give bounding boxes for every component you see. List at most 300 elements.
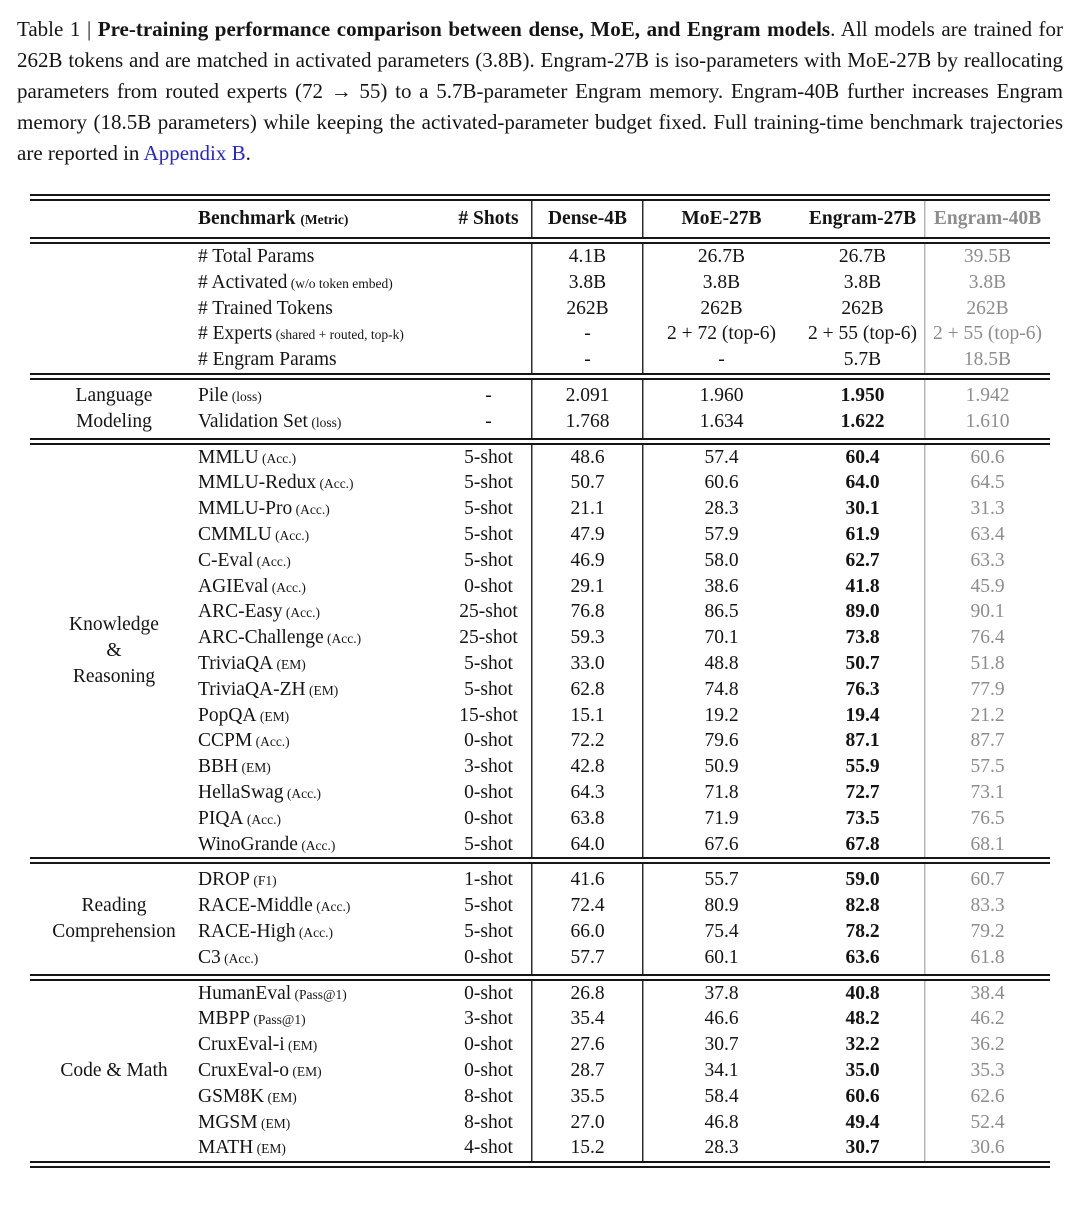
table-section-1 [30, 380, 1050, 438]
value-moe-27b: 46.6 [704, 1008, 739, 1030]
benchmark-metric: (Acc.) [253, 553, 291, 569]
shots-value: 15-shot [459, 704, 518, 726]
shots-value [445, 270, 532, 297]
benchmark-metric: (F1) [250, 873, 277, 889]
table-row [198, 677, 1050, 703]
benchmark-cell [198, 1084, 445, 1111]
shots-value [445, 321, 532, 348]
section-group-label [30, 864, 198, 973]
value-engram-27b: 59.0 [845, 869, 880, 891]
value-engram-27b: 60.6 [845, 1085, 880, 1107]
benchmark-name: ARC-Easy [198, 601, 283, 623]
value-moe-27b: 46.8 [704, 1111, 739, 1133]
header-benchmark: Benchmark (Metric) [198, 208, 349, 229]
section-group-label [30, 380, 198, 438]
value-engram-40b: 51.8 [970, 652, 1005, 674]
shots-value: - [485, 410, 492, 432]
benchmark-metric: (EM) [284, 1038, 318, 1054]
table-row [198, 522, 1050, 548]
benchmark-cell [198, 893, 445, 920]
value-engram-27b: 26.7B [838, 246, 887, 267]
shots-value: 5-shot [464, 446, 513, 468]
table-section-3 [30, 864, 1050, 973]
benchmark-name: C-Eval [198, 549, 254, 571]
value-dense-4b: 76.8 [570, 601, 605, 623]
value-engram-27b: 63.6 [845, 946, 880, 968]
benchmark-cell [198, 445, 445, 472]
value-dense-4b: 66.0 [570, 920, 605, 942]
benchmark-name: MMLU-Redux [198, 472, 317, 494]
value-dense-4b: 15.2 [570, 1137, 605, 1159]
value-dense-4b: 64.0 [570, 833, 605, 855]
benchmark-cell [198, 651, 445, 678]
benchmark-metric: (EM) [273, 656, 306, 672]
value-moe-27b: 48.8 [704, 652, 739, 674]
value-engram-27b: 78.2 [845, 920, 880, 942]
value-engram-40b: 77.9 [970, 678, 1005, 700]
benchmark-cell [198, 832, 445, 859]
benchmark-name: MBPP [198, 1008, 251, 1030]
shots-value: - [485, 384, 492, 406]
value-engram-40b: 262B [966, 297, 1009, 319]
value-engram-27b: 2 + 55 (top-6) [807, 323, 918, 345]
value-moe-27b: 26.7B [697, 246, 746, 267]
section-divider [30, 373, 1050, 380]
table-row [198, 703, 1050, 729]
shots-value: 3-shot [464, 756, 513, 778]
benchmark-name: AGIEval [198, 575, 269, 597]
value-dense-4b: 63.8 [570, 807, 605, 829]
value-engram-27b: 55.9 [845, 756, 880, 778]
benchmark-cell [198, 703, 445, 730]
benchmark-name: # Trained Tokens [198, 297, 333, 319]
benchmark-metric: (Acc.) [252, 734, 290, 750]
table-row [198, 296, 1050, 322]
table-header-row [30, 201, 1050, 237]
header-engram-40b: Engram-40B [933, 208, 1042, 229]
table-row [198, 893, 1050, 919]
benchmark-cell [198, 244, 445, 270]
benchmark-name: # Experts [198, 323, 273, 345]
shots-value: 5-shot [464, 895, 513, 917]
value-engram-40b: 61.8 [970, 946, 1005, 968]
value-engram-27b: 3.8B [843, 271, 882, 293]
value-moe-27b: 34.1 [704, 1059, 739, 1081]
benchmark-name: MATH [198, 1137, 254, 1159]
section-group-text [52, 893, 175, 945]
section-group-label [30, 981, 198, 1162]
table-row [198, 574, 1050, 600]
benchmark-cell [198, 780, 445, 807]
benchmark-metric: (Acc.) [312, 899, 351, 915]
value-engram-27b: 32.2 [845, 1034, 880, 1056]
value-dense-4b: 4.1B [568, 246, 607, 267]
value-engram-27b: 64.0 [845, 472, 880, 494]
value-moe-27b: 74.8 [704, 678, 739, 700]
table-row [198, 321, 1050, 347]
benchmark-name: # Activated [198, 271, 288, 293]
section-group-line: Comprehension [52, 920, 176, 942]
value-engram-40b: 45.9 [970, 575, 1005, 597]
value-moe-27b: 37.8 [704, 982, 739, 1004]
benchmark-metric: (EM) [257, 1115, 291, 1131]
benchmark-metric: (EM) [264, 1089, 297, 1105]
table-row [198, 599, 1050, 625]
table-row [198, 347, 1050, 373]
section-divider [30, 438, 1050, 445]
shots-value: 0-shot [464, 575, 513, 597]
value-engram-27b: 30.7 [845, 1137, 880, 1159]
table-row [198, 867, 1050, 893]
section-group-label [30, 445, 198, 858]
benchmark-name: Validation Set [198, 410, 308, 432]
value-moe-27b: 71.8 [704, 781, 739, 803]
benchmark-name: RACE-High [198, 920, 296, 942]
table-row [198, 244, 1050, 270]
benchmark-name: PopQA [198, 704, 257, 726]
table-body [30, 244, 1050, 1168]
benchmark-metric: (Pass@1) [250, 1012, 306, 1028]
value-engram-40b: 62.6 [970, 1085, 1005, 1107]
benchmark-name: WinoGrande [198, 833, 298, 855]
value-engram-27b: 62.7 [845, 549, 880, 571]
value-engram-27b: 35.0 [845, 1059, 880, 1081]
value-engram-27b: 73.8 [845, 627, 880, 649]
table-row [198, 806, 1050, 832]
header-metric-sub: (Metric) [300, 212, 349, 227]
table-row [198, 1084, 1050, 1110]
table-row [198, 780, 1050, 806]
benchmark-cell [198, 1032, 445, 1059]
value-moe-27b: 57.9 [704, 523, 739, 545]
benchmark-name: MGSM [198, 1111, 258, 1133]
value-moe-27b: 2 + 72 (top-6) [666, 323, 777, 345]
benchmark-name: BBH [198, 756, 239, 778]
table-row [198, 919, 1050, 945]
caption-suffix: . [245, 141, 251, 165]
benchmark-metric: (loss) [228, 388, 262, 404]
value-engram-40b: 76.5 [970, 807, 1005, 829]
value-dense-4b: 27.0 [570, 1111, 605, 1133]
table-row [198, 651, 1050, 677]
shots-value: 5-shot [464, 472, 513, 494]
value-engram-40b: 87.7 [970, 730, 1005, 752]
value-dense-4b: 262B [566, 297, 609, 319]
value-moe-27b: 1.960 [699, 384, 744, 406]
table-row [198, 409, 1050, 435]
value-engram-27b: 49.4 [845, 1111, 880, 1133]
value-engram-40b: 31.3 [970, 498, 1005, 520]
value-moe-27b: 75.4 [704, 920, 739, 942]
table-row [198, 445, 1050, 471]
shots-value [445, 244, 532, 270]
table-row [198, 728, 1050, 754]
value-dense-4b: - [584, 323, 591, 345]
shots-value: 3-shot [464, 1008, 513, 1030]
value-dense-4b: 3.8B [568, 271, 607, 293]
benchmark-cell [198, 548, 445, 575]
benchmark-name: CruxEval-o [198, 1059, 289, 1081]
value-engram-27b: 48.2 [845, 1008, 880, 1030]
value-moe-27b: 79.6 [704, 730, 739, 752]
value-engram-27b: 1.950 [840, 384, 885, 406]
benchmark-name: TriviaQA [198, 652, 274, 674]
section-rows [198, 981, 1050, 1162]
value-dense-4b: 21.1 [570, 498, 605, 520]
benchmark-metric: (Acc.) [297, 837, 336, 853]
benchmark-cell [198, 599, 445, 626]
benchmark-metric: (Pass@1) [291, 986, 347, 1002]
value-engram-27b: 262B [841, 297, 884, 319]
benchmark-metric: (Acc.) [295, 924, 333, 940]
shots-value: 0-shot [464, 781, 513, 803]
value-engram-40b: 3.8B [968, 271, 1007, 293]
benchmark-cell [198, 383, 445, 410]
value-dense-4b: 72.2 [570, 730, 605, 752]
benchmark-cell [198, 296, 445, 322]
header-moe-27b: MoE-27B [681, 208, 762, 229]
value-moe-27b: 1.634 [699, 410, 744, 432]
value-engram-27b: 73.5 [845, 807, 880, 829]
shots-value [445, 296, 532, 322]
table-row [198, 383, 1050, 409]
shots-value: 5-shot [464, 652, 513, 674]
value-dense-4b: 2.091 [565, 384, 610, 406]
table-row [198, 1135, 1050, 1161]
value-engram-40b: 79.2 [970, 920, 1005, 942]
value-moe-27b: 262B [700, 297, 743, 319]
benchmark-cell [198, 981, 445, 1008]
value-moe-27b: 50.9 [704, 756, 739, 778]
value-moe-27b: 28.3 [704, 498, 739, 520]
table-top-rule [30, 194, 1050, 201]
value-dense-4b: 15.1 [570, 704, 605, 726]
value-engram-27b: 50.7 [845, 652, 880, 674]
value-engram-27b: 61.9 [845, 523, 880, 545]
header-engram-27b: Engram-27B [808, 208, 917, 229]
value-dense-4b: 27.6 [570, 1034, 605, 1056]
benchmark-metric: (Acc.) [323, 631, 362, 647]
value-dense-4b: 42.8 [570, 756, 605, 778]
benchmark-cell [198, 1135, 445, 1162]
value-engram-40b: 52.4 [970, 1111, 1005, 1133]
section-group-text [60, 1058, 167, 1084]
table-row [198, 270, 1050, 296]
value-engram-40b: 1.942 [965, 384, 1010, 406]
table-row [198, 1006, 1050, 1032]
value-dense-4b: 59.3 [570, 627, 605, 649]
value-engram-40b: 30.6 [970, 1137, 1005, 1159]
benchmark-metric: (Acc.) [258, 450, 297, 466]
value-engram-40b: 1.610 [965, 410, 1010, 432]
value-dense-4b: 33.0 [570, 652, 605, 674]
benchmark-cell [198, 1058, 445, 1085]
value-dense-4b: 57.7 [570, 946, 605, 968]
benchmark-cell [198, 574, 445, 601]
section-group-text [76, 383, 153, 435]
benchmark-name: CMMLU [198, 523, 272, 545]
value-engram-27b: 1.622 [840, 410, 885, 432]
table-bottom-rule [30, 1161, 1050, 1168]
benchmark-cell [198, 496, 445, 523]
shots-value: 8-shot [464, 1085, 513, 1107]
value-engram-40b: 60.7 [970, 869, 1005, 891]
section-group-line: & [106, 639, 122, 661]
benchmark-metric: (Acc.) [271, 527, 310, 543]
value-dense-4b: 35.4 [570, 1008, 605, 1030]
value-engram-40b: 38.4 [970, 982, 1005, 1004]
benchmark-metric: (Acc.) [316, 476, 354, 492]
benchmark-cell [198, 409, 445, 436]
benchmark-name: # Total Params [198, 246, 315, 267]
value-moe-27b: 28.3 [704, 1137, 739, 1159]
value-dense-4b: 64.3 [570, 781, 605, 803]
value-engram-27b: 82.8 [845, 895, 880, 917]
shots-value: 5-shot [464, 549, 513, 571]
value-engram-40b: 35.3 [970, 1059, 1005, 1081]
benchmark-metric: (EM) [253, 1141, 286, 1157]
section-rows [198, 244, 1050, 373]
shots-value: 0-shot [464, 1059, 513, 1081]
shots-value: 1-shot [464, 869, 513, 891]
benchmark-metric: (Acc.) [220, 950, 259, 966]
benchmark-name: # Engram Params [198, 349, 337, 371]
value-moe-27b: 67.6 [704, 833, 739, 855]
value-dense-4b: 62.8 [570, 678, 605, 700]
value-engram-40b: 90.1 [970, 601, 1005, 623]
value-engram-27b: 89.0 [845, 601, 880, 623]
value-moe-27b: 86.5 [704, 601, 739, 623]
value-engram-40b: 46.2 [970, 1008, 1005, 1030]
value-dense-4b: 1.768 [565, 410, 610, 432]
table-row [198, 496, 1050, 522]
benchmark-name: PIQA [198, 807, 244, 829]
benchmark-name: CruxEval-i [198, 1034, 285, 1056]
section-divider [30, 857, 1050, 864]
shots-value: 5-shot [464, 498, 513, 520]
value-dense-4b: 29.1 [570, 575, 605, 597]
shots-value: 0-shot [464, 946, 513, 968]
benchmark-cell [198, 321, 445, 348]
benchmark-metric: (shared + routed, top-k) [272, 327, 404, 343]
shots-value: 5-shot [464, 920, 513, 942]
section-rows [198, 864, 1050, 973]
value-engram-40b: 18.5B [963, 349, 1012, 371]
value-engram-40b: 57.5 [970, 756, 1005, 778]
caption-title: Pre-training performance comparison between dense, MoE, and Engram models [97, 17, 831, 41]
shots-value: 0-shot [464, 1034, 513, 1056]
value-moe-27b: 80.9 [704, 895, 739, 917]
benchmark-name: HellaSwag [198, 781, 284, 803]
table-row [198, 981, 1050, 1007]
benchmark-cell [198, 1006, 445, 1033]
benchmark-metric: (EM) [238, 760, 271, 776]
benchmark-cell [198, 1110, 445, 1137]
value-engram-40b: 63.4 [970, 523, 1005, 545]
table-row [198, 625, 1050, 651]
benchmark-metric: (EM) [256, 708, 290, 724]
value-dense-4b: 47.9 [570, 523, 605, 545]
value-engram-40b: 73.1 [970, 781, 1005, 803]
benchmark-cell [198, 522, 445, 549]
value-dense-4b: 26.8 [570, 982, 605, 1004]
header-rule [30, 237, 1050, 244]
value-dense-4b: - [584, 349, 591, 371]
value-engram-27b: 72.7 [845, 781, 880, 803]
value-engram-27b: 60.4 [845, 446, 880, 468]
value-moe-27b: 3.8B [702, 271, 741, 293]
appendix-b-link[interactable]: Appendix B [143, 141, 246, 165]
value-engram-40b: 2 + 55 (top-6) [932, 323, 1043, 345]
shots-value: 25-shot [459, 627, 518, 649]
value-engram-40b: 63.3 [970, 549, 1005, 571]
value-moe-27b: 19.2 [704, 704, 739, 726]
section-group-label [30, 244, 198, 373]
section-group-line: Knowledge [69, 613, 159, 635]
benchmark-metric: (Acc.) [283, 785, 322, 801]
benchmark-metric: (w/o token embed) [287, 275, 393, 291]
value-engram-27b: 76.3 [845, 678, 880, 700]
section-group-line: Language [75, 384, 153, 406]
benchmark-cell [198, 945, 445, 972]
results-table [30, 194, 1050, 1168]
benchmark-cell [198, 728, 445, 755]
benchmark-cell [198, 270, 445, 297]
table-row [198, 945, 1050, 971]
shots-value: 0-shot [464, 807, 513, 829]
shots-value: 0-shot [464, 730, 513, 752]
benchmark-metric: (EM) [288, 1063, 322, 1079]
value-moe-27b: 60.6 [704, 472, 739, 494]
table-row [198, 754, 1050, 780]
shots-value: 25-shot [459, 601, 518, 623]
table-section-0 [30, 244, 1050, 373]
caption-body: . All models are trained for 262B tokens and are matched in activated parameters (3.8B). Engram-27B is iso-parameters with MoE-27B by reallocating parameters from routed experts (72 → 55) to a 5.7B-parameter Engram memory. Engram-40B further increases Engram memory (18.5B parameters) while keeping the activated-parameter budget fixed. Full training-time benchmark trajectories are reported in [17, 17, 1064, 165]
value-engram-40b: 60.6 [970, 446, 1005, 468]
benchmark-metric: (loss) [307, 414, 342, 430]
value-moe-27b: 55.7 [704, 869, 739, 891]
benchmark-name: RACE-Middle [198, 895, 313, 917]
value-engram-27b: 30.1 [845, 498, 880, 520]
value-engram-27b: 41.8 [845, 575, 880, 597]
shots-value: 5-shot [464, 523, 513, 545]
table-row [198, 548, 1050, 574]
benchmark-cell [198, 867, 445, 894]
benchmark-name: C3 [198, 946, 221, 968]
table-section-4 [30, 981, 1050, 1162]
header-dense-4b: Dense-4B [547, 208, 628, 229]
benchmark-name: DROP [198, 869, 251, 891]
benchmark-cell [198, 806, 445, 833]
table-row [198, 1058, 1050, 1084]
header-group-spacer [30, 201, 198, 238]
shots-value [445, 347, 532, 373]
value-moe-27b: 30.7 [704, 1034, 739, 1056]
header-shots: # Shots [458, 208, 519, 229]
benchmark-cell [198, 625, 445, 652]
value-dense-4b: 41.6 [570, 869, 605, 891]
benchmark-cell [198, 677, 445, 704]
table-row [198, 1032, 1050, 1058]
value-moe-27b: 57.4 [704, 446, 739, 468]
section-group-line: Reasoning [72, 665, 156, 687]
benchmark-name: CCPM [198, 730, 253, 752]
section-rows [198, 445, 1050, 858]
table-row [198, 1110, 1050, 1136]
benchmark-name: MMLU-Pro [198, 498, 293, 520]
section-rows [198, 380, 1050, 438]
shots-value: 5-shot [464, 833, 513, 855]
